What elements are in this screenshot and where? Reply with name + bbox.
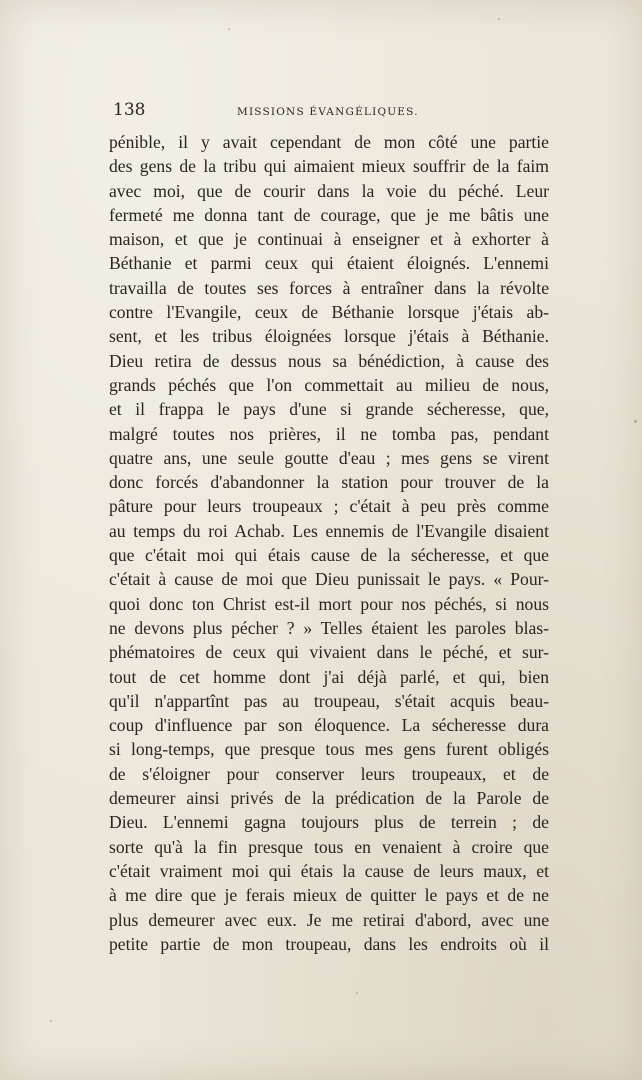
text-line: grands péchés que l'on commettait au milieu de nous, <box>109 374 549 395</box>
text-line: de s'éloigner pour conserver leurs troupeaux, et de <box>109 763 549 784</box>
text-line: fermeté me donna tant de courage, que je me bâtis une <box>109 204 549 225</box>
text-line: petite partie de mon troupeau, dans les endroits où il <box>109 933 549 954</box>
text-line: que c'était moi qui étais cause de la sécheresse, et que <box>109 545 549 566</box>
page-header <box>113 100 549 124</box>
text-line: si long-temps, que presque tous mes gens furent obligés <box>109 739 549 760</box>
running-title: MISSIONS ÉVANGÉLIQUES. <box>237 106 419 118</box>
text-line: plus demeurer avec eux. Je me retirai d'abord, avec une <box>109 909 549 930</box>
text-line: phématoires de ceux qui vivaient dans le péché, et sur- <box>109 642 549 663</box>
text-line: Dieu retira de dessus nous sa bénédiction, à cause des <box>109 350 549 371</box>
text-line: contre l'Evangile, ceux de Béthanie lorsque j'étais ab- <box>109 302 549 323</box>
text-line: coup d'influence par son éloquence. La sécheresse dura <box>109 715 549 736</box>
text-line: à me dire que je ferais mieux de quitter le pays et de ne <box>109 885 549 906</box>
text-line: et il frappa le pays d'une si grande sécheresse, que, <box>109 399 549 420</box>
text-line: quatre ans, une seule goutte d'eau ; mes gens se virent <box>109 447 549 468</box>
text-line: pâture pour leurs troupeaux ; c'était à peu près comme <box>109 496 549 517</box>
text-line: sorte qu'à la fin presque tous en venaient à croire que <box>109 836 549 857</box>
text-line: sent, et les tribus éloignées lorsque j'étais à Béthanie. <box>109 326 549 347</box>
text-line: donc forcés d'abandonner la station pour trouver de la <box>109 472 549 493</box>
page-number: 138 <box>113 100 146 120</box>
text-line: des gens de la tribu qui aimaient mieux souffrir de la faim <box>109 156 549 177</box>
text-line: tout de cet homme dont j'ai déjà parlé, et qui, bien <box>109 666 549 687</box>
paper-speck <box>498 18 500 20</box>
body-text <box>109 130 549 956</box>
text-line: quoi donc ton Christ est-il mort pour nos péchés, si nous <box>109 593 549 614</box>
paper-speck <box>356 992 358 994</box>
text-line: au temps du roi Achab. Les ennemis de l'Evangile disaient <box>109 520 549 541</box>
text-line: Dieu. L'ennemi gagna toujours plus de terrein ; de <box>109 812 549 833</box>
paper-speck <box>634 420 637 423</box>
text-line: c'était à cause de moi que Dieu punissait le pays. « Pour- <box>109 569 549 590</box>
text-line: demeurer ainsi privés de la prédication de la Parole de <box>109 788 549 809</box>
text-line: c'était vraiment moi qui étais la cause de leurs maux, et <box>109 860 549 881</box>
text-line: ne devons plus pécher ? » Telles étaient les paroles blas- <box>109 617 549 638</box>
text-line: malgré toutes nos prières, il ne tomba pas, pendant <box>109 423 549 444</box>
paper-speck <box>50 1020 52 1022</box>
text-line: Béthanie et parmi ceux qui étaient éloignés. L'ennemi <box>109 253 549 274</box>
text-line: maison, et que je continuai à enseigner et à exhorter à <box>109 229 549 250</box>
text-line: avec moi, que de courir dans la voie du péché. Leur <box>109 180 549 201</box>
text-line: travailla de toutes ses forces à entraîner dans la révolte <box>109 277 549 298</box>
text-line: pénible, il y avait cependant de mon côté une partie <box>109 132 549 152</box>
text-line: qu'il n'appartînt pas au troupeau, s'était acquis beau- <box>109 690 549 711</box>
paper-speck <box>228 28 230 30</box>
